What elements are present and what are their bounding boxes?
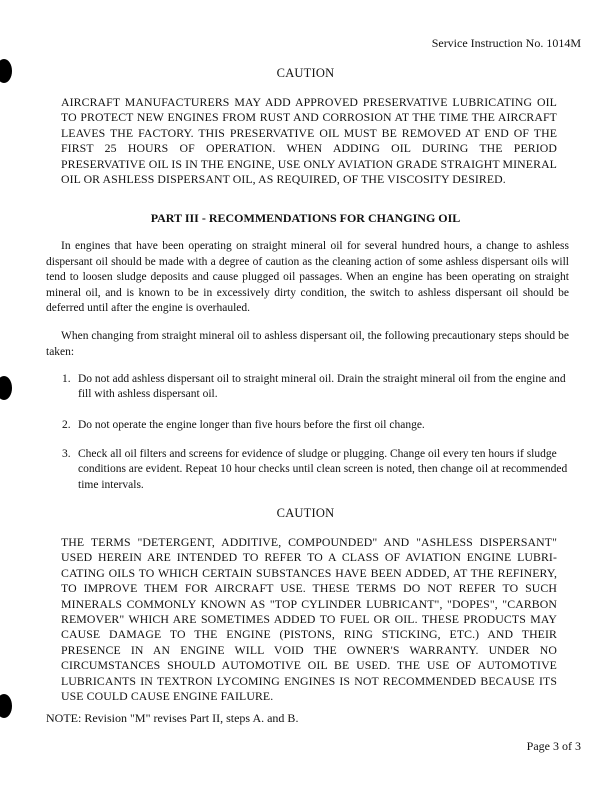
- caution-heading-1: CAUTION: [276, 66, 335, 80]
- revision-note: NOTE: Revision "M" revises Part II, steps A. and B.: [46, 711, 299, 725]
- caution-heading-2: CAUTION: [276, 506, 335, 520]
- step-text: Do not add ashless dispersant oil to straight mineral oil. Drain the straight mineral oil from the engine and fill with ashless dispersant oil.: [78, 373, 566, 401]
- oil-change-paragraph: In engines that have been operating on straight mineral oil for several hundred hours, a change to ashless dispersant oil should be made with a degree of caution as the cleaning action of some ashless dispersant oils will tend to loosen sludge deposits and cause plugged oil passages. When an engine has been operating on straight mineral oil, and is known to be in excessively dirty condition, the switch to ashless dispersant oil should be deferred until after the engine is overhauled.: [46, 240, 569, 315]
- part-iii-heading: PART III - RECOMMENDATIONS FOR CHANGING OIL: [150, 211, 461, 225]
- step-number: 3.: [62, 448, 71, 460]
- document-reference: Service Instruction No. 1014M: [431, 36, 581, 50]
- step-item: [62, 418, 570, 433]
- step-text: Do not operate the engine longer than five hours before the first oil change.: [78, 419, 425, 431]
- step-item: [62, 447, 570, 493]
- binder-hole-bottom: [0, 694, 12, 718]
- binder-hole-middle: [0, 376, 12, 400]
- caution-text-2: THE TERMS "DETERGENT, ADDITIVE, COMPOUNDED" AND "ASHLESS DISPERSANT" USED HEREIN ARE INTENDED TO REFER TO A CLASS OF AVIATION ENGINE LUBRI-CATING OILS TO WHICH CERTAIN SUBSTANCES HAVE BEEN ADDED, AT THE REFINERY, TO IMPROVE THEM FOR AIRCRAFT USE. THESE TERMS DO NOT REFER TO SUCH MINERALS COMMONLY KNOWN AS "TOP CYLINDER LUBRICANT", "DOPES", "CARBON REMOVER" WHICH ARE SOMETIMES ADDED TO FUEL OR OIL. THESE PRODUCTS MAY CAUSE DAMAGE TO THE ENGINE (PISTONS, RING STICKING, ETC.) AND THEIR PRESENCE IN AN ENGINE WILL VOID THE OWNER'S WARRANTY. UNDER NO CIRCUMSTANCES SHOULD AUTOMOTIVE OIL BE USED. THE USE OF AUTOMOTIVE LUBRICANTS IN TEXTRON LYCOMING ENGINES IS NOT RECOMMENDED BECAUSE ITS USE COULD CAUSE ENGINE FAILURE.: [61, 535, 557, 704]
- precaution-intro-paragraph: When changing from straight mineral oil to ashless dispersant oil, the following precautionary steps should be taken:: [46, 330, 569, 358]
- caution-text-1: AIRCRAFT MANUFACTURERS MAY ADD APPROVED PRESERVATIVE LUBRICATING OIL TO PROTECT NEW ENGINES FROM RUST AND CORROSION AT THE TIME THE AIRCRAFT LEAVES THE FACTORY. THIS PRESERVATIVE OIL MUST BE REMOVED AT END OF THE FIRST 25 HOURS OF OPERATION. WHEN ADDING OIL DURING THE PERIOD PRESERVATIVE OIL IS IN THE ENGINE, USE ONLY AVIATION GRADE STRAIGHT MINERAL OIL OR ASHLESS DISPERSANT OIL, AS REQUIRED, OF THE VISCOSITY DESIRED.: [61, 95, 557, 187]
- page-number: Page 3 of 3: [526, 739, 581, 753]
- step-text: Check all oil filters and screens for evidence of sludge or plugging. Change oil every ten hours if sludge conditions are evident. Repeat 10 hour checks until clean screen is noted, then change oil at recommended time intervals.: [78, 448, 568, 491]
- step-number: 1.: [62, 373, 71, 385]
- step-item: [62, 372, 570, 403]
- step-number: 2.: [62, 419, 71, 431]
